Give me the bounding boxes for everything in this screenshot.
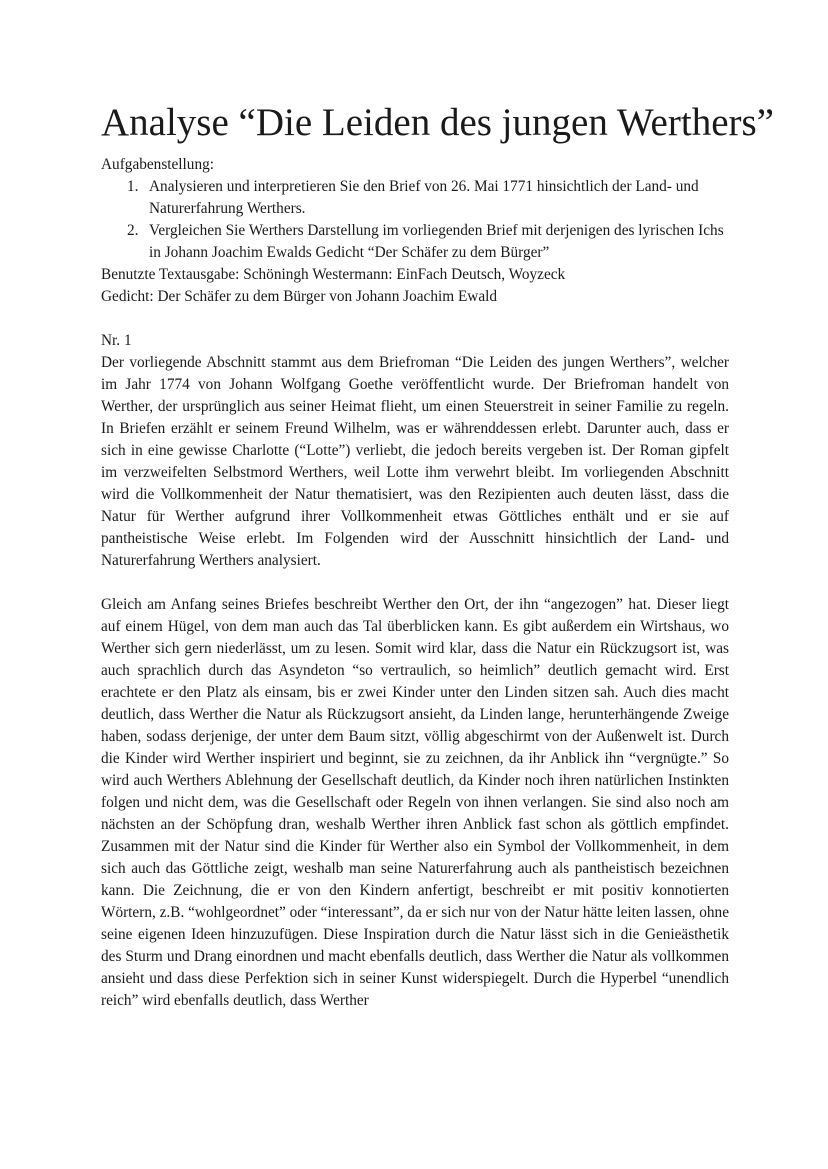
task-heading: Aufgabenstellung: — [101, 156, 215, 173]
document-body — [101, 98, 774, 1012]
task-section — [101, 154, 729, 1012]
document-title: Analyse “Die Leiden des jungen Werthers” — [101, 101, 774, 144]
section-label: Nr. 1 — [101, 332, 132, 349]
task-text: Analysieren und interpretieren Sie den Brief von 26. Mai 1771 hinsichtlich der Land- und Naturerfahrung Werthers. — [149, 178, 699, 217]
task-number: 1. — [127, 178, 139, 195]
text-edition-line: Benutzte Textausgabe: Schöningh Westermann: EinFach Deutsch, Woyzeck — [101, 266, 566, 283]
poem-line: Gedicht: Der Schäfer zu dem Bürger von Johann Joachim Ewald — [101, 288, 498, 305]
task-item — [101, 220, 729, 264]
task-number: 2. — [127, 222, 139, 239]
task-text: Vergleichen Sie Werthers Darstellung im vorliegenden Brief mit derjenigen des lyrischen Ichs in Johann Joachim Ewalds Gedicht “Der Schäfer zu dem Bürger” — [149, 222, 724, 261]
paragraph-analysis: Gleich am Anfang seines Briefes beschreibt Werther den Ort, der ihn “angezogen” hat. Dieser liegt auf einem Hügel, von dem man auch das Tal überblicken kann. Es gibt außerdem ein Wirtshaus, wo Werther sich gern niederlässt, um zu lesen. Somit wird klar, dass die Natur ein Rückzugsort ist, was auch sprachlich durch das Asyndeton “so vertraulich, so heimlich” deutlich gemacht wird. Erst erachtete er den Platz als einsam, bis er zwei Kinder unter den Linden sitzen sah. Auch dies macht deutlich, dass Werther die Natur als Rückzugsort ansieht, da Linden lange, herunterhängende Zweige haben, sodass derjenige, der unter dem Baum sitzt, völlig abgeschirmt von der Außenwelt ist. Durch die Kinder wird Werther inspiriert und beginnt, sie zu zeichnen, da ihr Anblick ihn “vergnügte.” So wird auch Werthers Ablehnung der Gesellschaft deutlich, da Kinder noch ihren natürlichen Instinkten folgen und nicht dem, was die Gesellschaft oder Regeln von ihnen verlangen. Sie sind also noch am nächsten an der Schöpfung dran, weshalb Werther ihren Anblick fast schon als göttlich empfindet. Zusammen mit der Natur sind die Kinder für Werther also ein Symbol der Vollkommenheit, in dem sich auch das Göttliche zeigt, weshalb man seine Naturerfahrung auch als pantheistisch bezeichnen kann. Die Zeichnung, die er von den Kindern anfertigt, beschreibt er mit positiv konnotierten Wörtern, z.B. “wohlgeordnet” oder “interessant”, da er sich nur von der Natur hätte leiten lassen, ohne seine eigenen Ideen hinzuzufügen. Diese Inspiration durch die Natur lässt sich in die Genieästhetik des Sturm und Drang einordnen und macht ebenfalls deutlich, dass Werther die Natur als vollkommen ansieht und dass diese Perfektion sich in seiner Kunst widerspiegelt. Durch die Hyperbel “unendlich reich” wird ebenfalls deutlich, dass Werther — [101, 596, 729, 1009]
task-item — [101, 176, 729, 220]
task-list — [101, 176, 729, 264]
paragraph-intro: Der vorliegende Abschnitt stammt aus dem Briefroman “Die Leiden des jungen Werthers”, welcher im Jahr 1774 von Johann Wolfgang Goethe veröffentlicht wurde. Der Briefroman handelt von Werther, der ursprünglich aus seiner Heimat flieht, um einen Steuerstreit in seiner Familie zu regeln. In Briefen erzählt er seinem Freund Wilhelm, was er währenddessen erlebt. Darunter auch, dass er sich in eine gewisse Charlotte (“Lotte”) verliebt, die jedoch bereits vergeben ist. Der Roman gipfelt im verzweifelten Selbstmord Werthers, weil Lotte ihm verwehrt bleibt. Im vorliegenden Abschnitt wird die Vollkommenheit der Natur thematisiert, was den Rezipienten auch deuten lässt, dass die Natur für Werther aufgrund ihrer Vollkommenheit etwas Göttliches enthält und er sie auf pantheistische Weise erlebt. Im Folgenden wird der Ausschnitt hinsichtlich der Land- und Naturerfahrung Werthers analysiert. — [101, 354, 729, 569]
